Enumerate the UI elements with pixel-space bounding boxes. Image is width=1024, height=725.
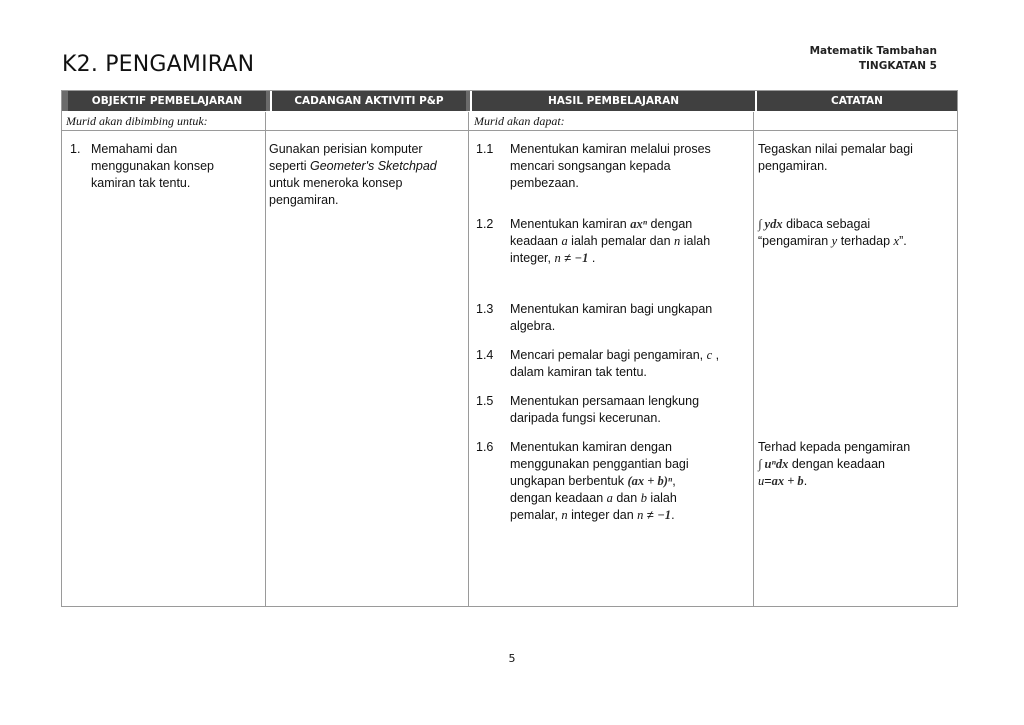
aktiviti-line: untuk meneroka konsep [269, 176, 403, 190]
math-variable: a [561, 234, 568, 248]
objektif-line: kamiran tak tentu. [91, 176, 191, 190]
math-expression: ∫ ydx [758, 217, 783, 231]
aktiviti-cell [269, 141, 464, 209]
hasil-line: algebra. [510, 319, 556, 333]
hasil-text: dan [612, 491, 641, 505]
catatan-text: terhadap [837, 234, 894, 248]
math-variable: n [637, 508, 644, 522]
hasil-number: 1.6 [476, 440, 494, 454]
hasil-text: , [712, 348, 720, 362]
hasil-line: Menentukan kamiran dengan [510, 440, 672, 454]
math-expression: ax + b [771, 474, 804, 488]
syllabus-table [61, 90, 958, 607]
catatan-line: Terhad kepada pengamiran [758, 440, 911, 454]
column-divider [468, 112, 469, 606]
math-expression: (ax + b)ⁿ [627, 474, 673, 488]
hasil-line [510, 490, 689, 507]
subheader-objektif: Murid akan dibimbing untuk: [66, 114, 208, 128]
catatan-note-2 [758, 216, 954, 250]
hasil-line [510, 233, 710, 250]
hasil-line: pembezaan. [510, 176, 579, 190]
catatan-line [758, 473, 954, 490]
catatan-line: pengamiran. [758, 159, 828, 173]
math-variable: n [674, 234, 681, 248]
hasil-text: dengan keadaan [510, 491, 607, 505]
hasil-number: 1.1 [476, 142, 494, 156]
hasil-line: Menentukan kamiran bagi ungkapan [510, 302, 713, 316]
catatan-line [758, 216, 954, 233]
hasil-text: integer dan [567, 508, 638, 522]
hasil-line [510, 473, 689, 490]
aktiviti-line [269, 158, 464, 175]
math-expression: −1 [574, 251, 589, 265]
hasil-text: pemalar, [510, 508, 562, 522]
catatan-line [758, 233, 954, 250]
hasil-number: 1.4 [476, 348, 494, 362]
page-number: 5 [508, 652, 516, 665]
hasil-line [510, 347, 719, 364]
math-operator: ≠ [560, 251, 575, 265]
catatan-text: ”. [899, 234, 907, 248]
column-divider [753, 112, 754, 606]
column-header-objektif: OBJEKTIF PEMBELAJARAN [68, 91, 266, 111]
catatan-text: “pengamiran [758, 234, 832, 248]
hasil-text: Menentukan kamiran [510, 217, 631, 231]
objektif-number: 1. [70, 142, 81, 156]
hasil-text: ialah pemalar dan [567, 234, 675, 248]
hasil-text: Mencari pemalar bagi pengamiran, [510, 348, 707, 362]
subheader-hasil: Murid akan dapat: [474, 114, 565, 128]
aktiviti-line: Gunakan perisian komputer [269, 142, 423, 156]
hasil-line [510, 507, 689, 524]
hasil-number: 1.5 [476, 394, 494, 408]
hasil-text: . [588, 251, 596, 265]
hasil-line [510, 250, 710, 267]
aktiviti-text: seperti [269, 159, 310, 173]
math-operator: ≠ [643, 508, 658, 522]
form-label: TINGKATAN 5 [858, 60, 937, 72]
catatan-note-1 [758, 141, 954, 175]
column-header-aktiviti: CADANGAN AKTIVITI P&P [270, 91, 466, 111]
hasil-text: dengan [647, 217, 693, 231]
hasil-text: ungkapan berbentuk [510, 474, 628, 488]
hasil-line: mencari songsangan kepada [510, 159, 671, 173]
math-variable: n [561, 508, 568, 522]
math-variable: u [758, 474, 765, 488]
hasil-text: ialah [680, 234, 711, 248]
catatan-note-3 [758, 439, 954, 490]
catatan-line: Tegaskan nilai pemalar bagi [758, 142, 913, 156]
hasil-number: 1.3 [476, 302, 494, 316]
hasil-line: Menentukan persamaan lengkung [510, 394, 700, 408]
catatan-line [758, 456, 954, 473]
math-operator: = [764, 474, 772, 488]
software-name: Geometer's Sketchpad [310, 159, 437, 173]
hasil-text: ialah [646, 491, 677, 505]
math-variable: n [554, 251, 561, 265]
catatan-text: . [803, 474, 808, 488]
hasil-line: menggunakan penggantian bagi [510, 457, 689, 471]
column-divider [265, 112, 266, 606]
objektif-line: Memahami dan [91, 142, 178, 156]
hasil-line: Menentukan kamiran melalui proses [510, 142, 711, 156]
catatan-text: dengan keadaan [788, 457, 885, 471]
hasil-number: 1.2 [476, 217, 494, 231]
hasil-line [510, 216, 710, 233]
column-header-catatan: CATATAN [755, 91, 957, 111]
math-variable: x [893, 234, 900, 248]
hasil-line: daripada fungsi kecerunan. [510, 411, 661, 425]
subject-label: Matematik Tambahan [809, 45, 937, 57]
table-subheader-row [62, 112, 957, 131]
aktiviti-line: pengamiran. [269, 193, 339, 207]
column-header-hasil: HASIL PEMBELAJARAN [470, 91, 755, 111]
table-header-row [62, 91, 957, 112]
hasil-text: integer, [510, 251, 555, 265]
math-variable: y [831, 234, 838, 248]
hasil-text: keadaan [510, 234, 562, 248]
hasil-line: dalam kamiran tak tentu. [510, 365, 647, 379]
math-variable: a [606, 491, 613, 505]
math-expression: ∫ uⁿdx [758, 457, 789, 471]
math-expression: axⁿ [630, 217, 648, 231]
catatan-text: dibaca sebagai [782, 217, 871, 231]
objektif-line: menggunakan konsep [91, 159, 215, 173]
page-title: K2. PENGAMIRAN [62, 52, 255, 77]
math-variable: b [640, 491, 647, 505]
math-variable: c [706, 348, 713, 362]
hasil-text: . [671, 508, 675, 522]
math-expression: −1 [657, 508, 672, 522]
hasil-text: , [672, 474, 676, 488]
document-header-right [810, 44, 937, 74]
